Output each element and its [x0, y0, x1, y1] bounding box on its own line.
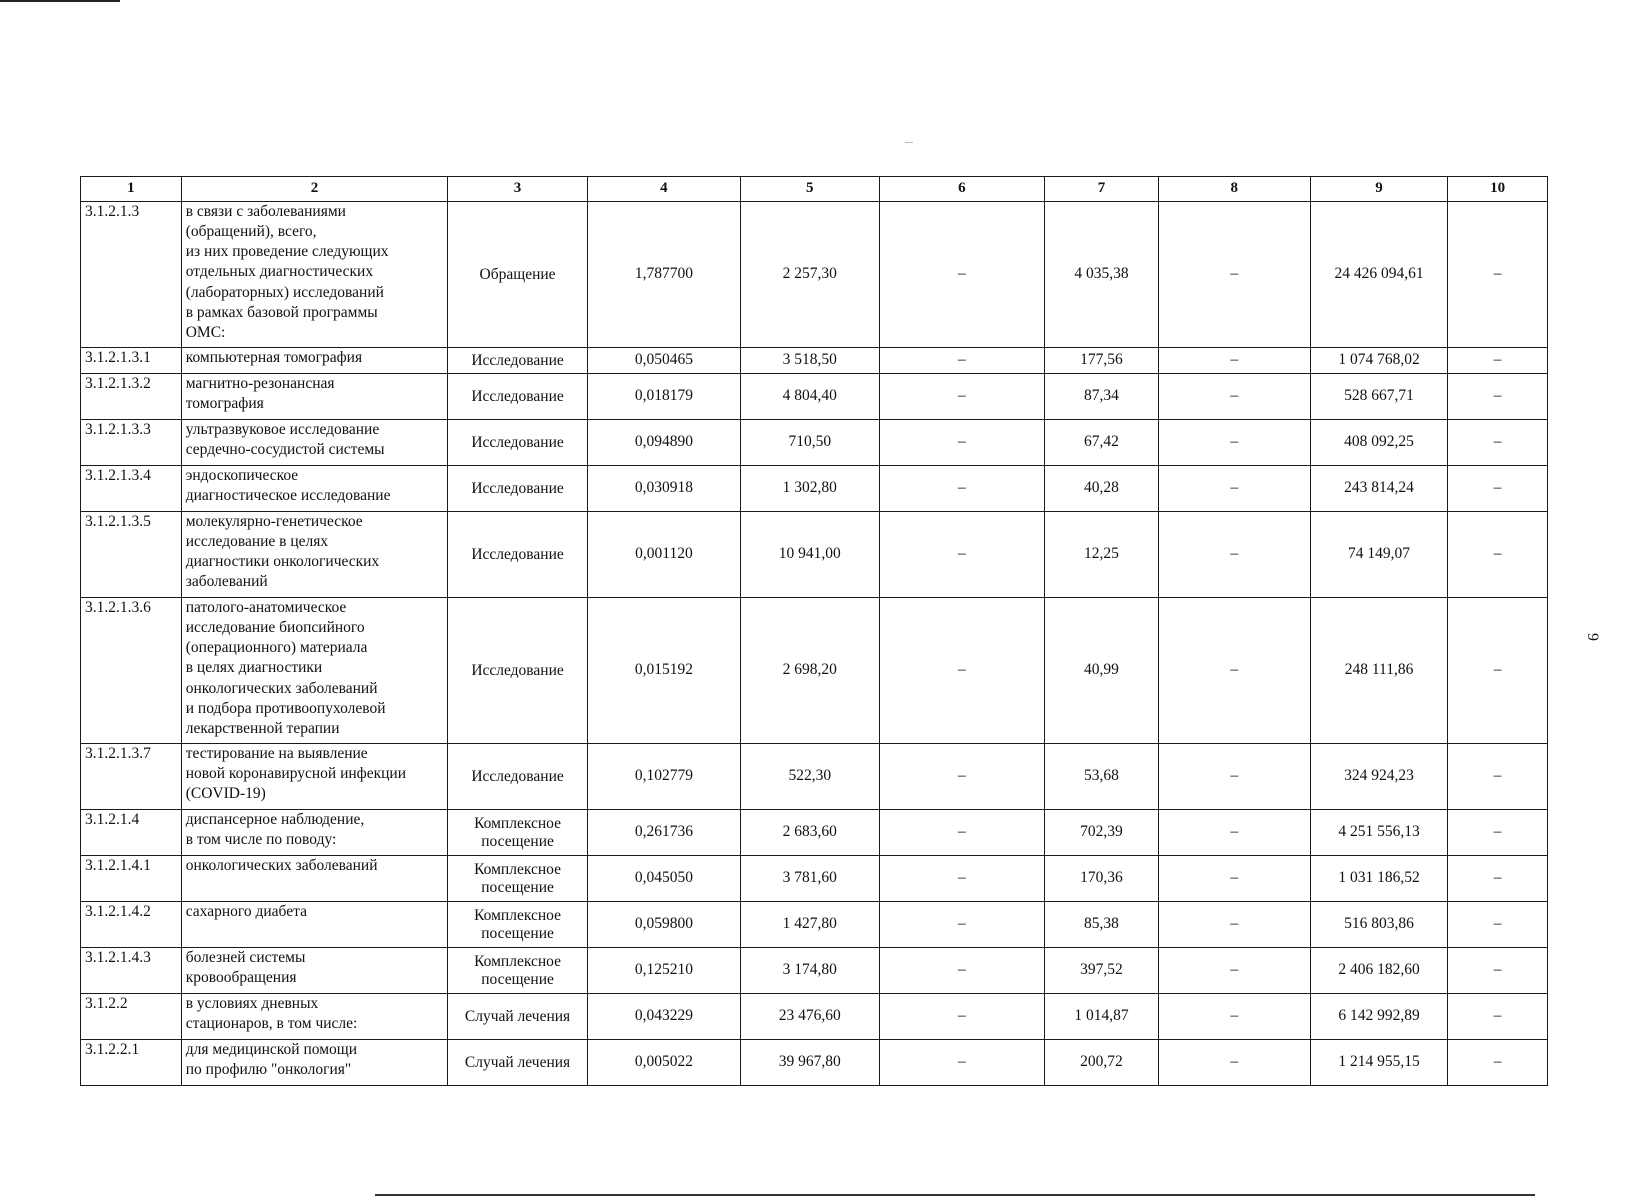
value-cell: 4 804,40	[741, 374, 880, 420]
value-cell: 53,68	[1045, 744, 1158, 810]
value-cell: 39 967,80	[741, 1040, 880, 1086]
value-cell: –	[1448, 1040, 1548, 1086]
value-cell: 702,39	[1045, 810, 1158, 856]
name-cell: тестирование на выявление новой коронавирусной инфекции (COVID-19)	[181, 744, 448, 810]
code-cell: 3.1.2.1.3.1	[81, 348, 182, 374]
value-cell: –	[879, 374, 1045, 420]
value-cell: 1 427,80	[741, 902, 880, 948]
value-cell: 0,050465	[587, 348, 740, 374]
value-cell: 408 092,25	[1310, 420, 1447, 466]
table-row	[81, 856, 1548, 902]
code-cell: 3.1.2.1.3.4	[81, 466, 182, 512]
column-header: 8	[1158, 177, 1310, 202]
value-cell: –	[879, 598, 1045, 744]
code-cell: 3.1.2.1.4.1	[81, 856, 182, 902]
value-cell: –	[879, 512, 1045, 598]
unit-cell: Исследование	[448, 374, 588, 420]
table-row	[81, 1040, 1548, 1086]
value-cell: –	[1158, 948, 1310, 994]
name-cell: диспансерное наблюдение, в том числе по поводу:	[181, 810, 448, 856]
value-cell: –	[879, 810, 1045, 856]
unit-cell: Комплексное посещение	[448, 810, 588, 856]
value-cell: 2 406 182,60	[1310, 948, 1447, 994]
value-cell: –	[1158, 202, 1310, 348]
value-cell: –	[1448, 374, 1548, 420]
value-cell: –	[879, 348, 1045, 374]
value-cell: 522,30	[741, 744, 880, 810]
code-cell: 3.1.2.1.3.3	[81, 420, 182, 466]
table-row	[81, 374, 1548, 420]
name-cell: болезней системы кровообращения	[181, 948, 448, 994]
name-cell: сахарного диабета	[181, 902, 448, 948]
value-cell: 170,36	[1045, 856, 1158, 902]
unit-cell: Исследование	[448, 598, 588, 744]
code-cell: 3.1.2.1.3.6	[81, 598, 182, 744]
table-row	[81, 348, 1548, 374]
value-cell: 40,28	[1045, 466, 1158, 512]
value-cell: 24 426 094,61	[1310, 202, 1447, 348]
code-cell: 3.1.2.2	[81, 994, 182, 1040]
value-cell: –	[1448, 902, 1548, 948]
name-cell: магнитно-резонансная томография	[181, 374, 448, 420]
value-cell: –	[1158, 744, 1310, 810]
value-cell: –	[1448, 810, 1548, 856]
table-row	[81, 948, 1548, 994]
code-cell: 3.1.2.1.3.7	[81, 744, 182, 810]
table-row	[81, 420, 1548, 466]
value-cell: 2 257,30	[741, 202, 880, 348]
value-cell: 10 941,00	[741, 512, 880, 598]
value-cell: –	[879, 948, 1045, 994]
table-row	[81, 902, 1548, 948]
code-cell: 3.1.2.1.4	[81, 810, 182, 856]
value-cell: 4 035,38	[1045, 202, 1158, 348]
unit-cell: Исследование	[448, 512, 588, 598]
name-cell: ультразвуковое исследование сердечно-сосудистой системы	[181, 420, 448, 466]
column-header: 2	[181, 177, 448, 202]
value-cell: 397,52	[1045, 948, 1158, 994]
value-cell: –	[1158, 856, 1310, 902]
value-cell: –	[1158, 420, 1310, 466]
name-cell: онкологических заболеваний	[181, 856, 448, 902]
value-cell: 0,030918	[587, 466, 740, 512]
scan-edge-line	[375, 1194, 1535, 1196]
value-cell: 67,42	[1045, 420, 1158, 466]
value-cell: 12,25	[1045, 512, 1158, 598]
value-cell: 1,787700	[587, 202, 740, 348]
value-cell: 0,102779	[587, 744, 740, 810]
value-cell: –	[1158, 374, 1310, 420]
column-header: 10	[1448, 177, 1548, 202]
value-cell: 0,018179	[587, 374, 740, 420]
value-cell: –	[1448, 202, 1548, 348]
value-cell: 6 142 992,89	[1310, 994, 1447, 1040]
value-cell: 0,125210	[587, 948, 740, 994]
scan-edge-line	[0, 0, 120, 2]
value-cell: –	[879, 856, 1045, 902]
value-cell: 243 814,24	[1310, 466, 1447, 512]
value-cell: 0,261736	[587, 810, 740, 856]
value-cell: –	[1448, 856, 1548, 902]
value-cell: 1 074 768,02	[1310, 348, 1447, 374]
value-cell: –	[1158, 994, 1310, 1040]
value-cell: –	[879, 420, 1045, 466]
unit-cell: Обращение	[448, 202, 588, 348]
value-cell: –	[1158, 466, 1310, 512]
value-cell: –	[1158, 512, 1310, 598]
value-cell: –	[879, 902, 1045, 948]
value-cell: 516 803,86	[1310, 902, 1447, 948]
table-row	[81, 744, 1548, 810]
name-cell: эндоскопическое диагностическое исследование	[181, 466, 448, 512]
value-cell: 4 251 556,13	[1310, 810, 1447, 856]
unit-cell: Комплексное посещение	[448, 902, 588, 948]
value-cell: 3 174,80	[741, 948, 880, 994]
value-cell: 1 302,80	[741, 466, 880, 512]
name-cell: для медицинской помощи по профилю "онкология"	[181, 1040, 448, 1086]
value-cell: 200,72	[1045, 1040, 1158, 1086]
table-row	[81, 994, 1548, 1040]
value-cell: –	[1448, 420, 1548, 466]
value-cell: 85,38	[1045, 902, 1158, 948]
value-cell: –	[1448, 948, 1548, 994]
column-header: 6	[879, 177, 1045, 202]
table-header	[81, 177, 1548, 202]
column-header: 4	[587, 177, 740, 202]
value-cell: 0,094890	[587, 420, 740, 466]
value-cell: 0,001120	[587, 512, 740, 598]
value-cell: 1 214 955,15	[1310, 1040, 1447, 1086]
column-header: 3	[448, 177, 588, 202]
value-cell: 0,059800	[587, 902, 740, 948]
value-cell: 2 683,60	[741, 810, 880, 856]
name-cell: в условиях дневных стационаров, в том числе:	[181, 994, 448, 1040]
header-row	[81, 177, 1548, 202]
code-cell: 3.1.2.1.4.3	[81, 948, 182, 994]
unit-cell: Комплексное посещение	[448, 856, 588, 902]
column-header: 9	[1310, 177, 1447, 202]
value-cell: 1 014,87	[1045, 994, 1158, 1040]
table-row	[81, 598, 1548, 744]
table-row	[81, 202, 1548, 348]
name-cell: молекулярно-генетическое исследование в целях диагностики онкологических заболеваний	[181, 512, 448, 598]
value-cell: 248 111,86	[1310, 598, 1447, 744]
value-cell: –	[879, 744, 1045, 810]
table-row	[81, 512, 1548, 598]
value-cell: –	[1158, 810, 1310, 856]
value-cell: 87,34	[1045, 374, 1158, 420]
name-cell: в связи с заболеваниями (обращений), всего, из них проведение следующих отдельных диагностических (лабораторных) исследований в рамках базовой программы ОМС:	[181, 202, 448, 348]
value-cell: 177,56	[1045, 348, 1158, 374]
unit-cell: Исследование	[448, 466, 588, 512]
value-cell: –	[1158, 598, 1310, 744]
code-cell: 3.1.2.1.3	[81, 202, 182, 348]
value-cell: 74 149,07	[1310, 512, 1447, 598]
value-cell: 1 031 186,52	[1310, 856, 1447, 902]
value-cell: –	[1448, 512, 1548, 598]
value-cell: 0,045050	[587, 856, 740, 902]
value-cell: 0,005022	[587, 1040, 740, 1086]
value-cell: 2 698,20	[741, 598, 880, 744]
value-cell: –	[1448, 466, 1548, 512]
value-cell: –	[1158, 902, 1310, 948]
scan-mark	[905, 142, 913, 143]
table-body	[81, 202, 1548, 1086]
value-cell: –	[1448, 598, 1548, 744]
value-cell: 0,043229	[587, 994, 740, 1040]
unit-cell: Исследование	[448, 420, 588, 466]
value-cell: –	[1448, 994, 1548, 1040]
table-row	[81, 466, 1548, 512]
value-cell: 710,50	[741, 420, 880, 466]
name-cell: компьютерная томография	[181, 348, 448, 374]
unit-cell: Случай лечения	[448, 994, 588, 1040]
value-cell: 3 781,60	[741, 856, 880, 902]
value-cell: 23 476,60	[741, 994, 880, 1040]
unit-cell: Случай лечения	[448, 1040, 588, 1086]
unit-cell: Исследование	[448, 744, 588, 810]
data-table	[80, 176, 1548, 1086]
code-cell: 3.1.2.2.1	[81, 1040, 182, 1086]
name-cell: патолого-анатомическое исследование биопсийного (операционного) материала в целях диагностики онкологических заболеваний и подбора противоопухолевой лекарственной терапии	[181, 598, 448, 744]
value-cell: 40,99	[1045, 598, 1158, 744]
value-cell: –	[879, 994, 1045, 1040]
code-cell: 3.1.2.1.3.5	[81, 512, 182, 598]
value-cell: 324 924,23	[1310, 744, 1447, 810]
unit-cell: Комплексное посещение	[448, 948, 588, 994]
column-header: 7	[1045, 177, 1158, 202]
value-cell: –	[1448, 744, 1548, 810]
code-cell: 3.1.2.1.3.2	[81, 374, 182, 420]
value-cell: –	[1448, 348, 1548, 374]
column-header: 5	[741, 177, 880, 202]
value-cell: –	[879, 466, 1045, 512]
value-cell: –	[879, 1040, 1045, 1086]
value-cell: 3 518,50	[741, 348, 880, 374]
code-cell: 3.1.2.1.4.2	[81, 902, 182, 948]
unit-cell: Исследование	[448, 348, 588, 374]
table-row	[81, 810, 1548, 856]
value-cell: 528 667,71	[1310, 374, 1447, 420]
column-header: 1	[81, 177, 182, 202]
value-cell: –	[1158, 348, 1310, 374]
page-number: 9	[1584, 633, 1601, 641]
value-cell: 0,015192	[587, 598, 740, 744]
value-cell: –	[879, 202, 1045, 348]
value-cell: –	[1158, 1040, 1310, 1086]
